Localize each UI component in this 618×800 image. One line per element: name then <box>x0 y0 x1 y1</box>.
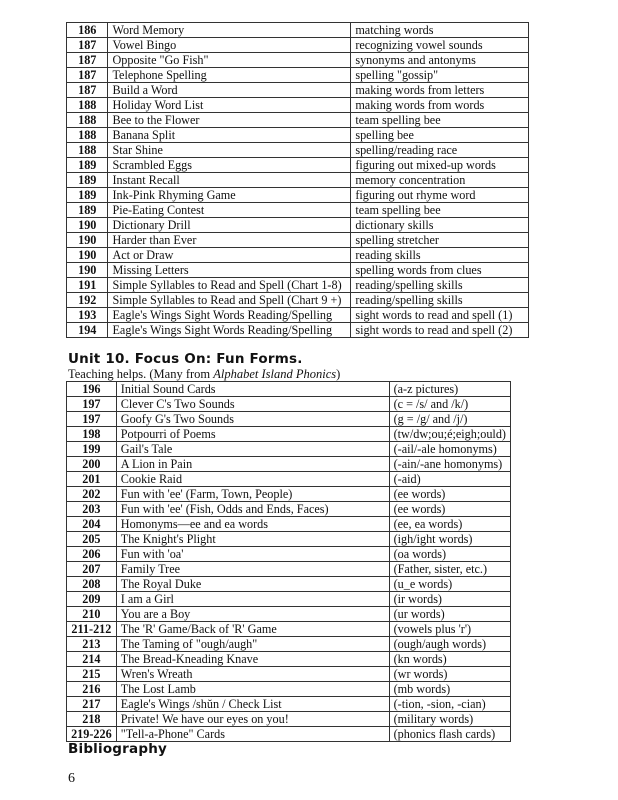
skill-cell: (vowels plus 'r') <box>389 622 510 637</box>
title-cell: Scrambled Eggs <box>108 158 351 173</box>
table-row <box>67 562 511 577</box>
skill-cell: (military words) <box>389 712 510 727</box>
title-cell: Eagle's Wings Sight Words Reading/Spelling <box>108 323 351 338</box>
page-cell: 211-212 <box>67 622 117 637</box>
table-row <box>67 532 511 547</box>
table-row <box>67 113 529 128</box>
title-cell: The Knight's Plight <box>116 532 389 547</box>
table-row <box>67 697 511 712</box>
skill-cell: (igh/ight words) <box>389 532 510 547</box>
page-cell: 186 <box>67 23 108 38</box>
title-cell: Act or Draw <box>108 248 351 263</box>
table-row <box>67 427 511 442</box>
page-cell: 204 <box>67 517 117 532</box>
table-row <box>67 53 529 68</box>
skill-cell: (-ain/-ane homonyms) <box>389 457 510 472</box>
teaching-prefix: Teaching helps. (Many from <box>68 367 214 381</box>
page-cell: 213 <box>67 637 117 652</box>
page-cell: 190 <box>67 248 108 263</box>
page-cell: 201 <box>67 472 117 487</box>
title-cell: Bee to the Flower <box>108 113 351 128</box>
title-cell: Holiday Word List <box>108 98 351 113</box>
table-row <box>67 397 511 412</box>
table-row <box>67 323 529 338</box>
title-cell: Goofy G's Two Sounds <box>116 412 389 427</box>
games-table <box>66 22 529 338</box>
title-cell: The Taming of "ough/augh" <box>116 637 389 652</box>
page-cell: 208 <box>67 577 117 592</box>
skill-cell: (ee words) <box>389 502 510 517</box>
skill-cell: (-tion, -sion, -cian) <box>389 697 510 712</box>
table-row <box>67 203 529 218</box>
page-cell: 192 <box>67 293 108 308</box>
page-cell: 207 <box>67 562 117 577</box>
skill-cell: spelling "gossip" <box>351 68 529 83</box>
title-cell: Fun with 'ee' (Fish, Odds and Ends, Faces) <box>116 502 389 517</box>
title-cell: Opposite "Go Fish" <box>108 53 351 68</box>
title-cell: Cookie Raid <box>116 472 389 487</box>
skill-cell: figuring out mixed-up words <box>351 158 529 173</box>
page-cell: 189 <box>67 203 108 218</box>
title-cell: Pie-Eating Contest <box>108 203 351 218</box>
skill-cell: reading/spelling skills <box>351 293 529 308</box>
table-row <box>67 667 511 682</box>
page-cell: 187 <box>67 68 108 83</box>
table-row <box>67 502 511 517</box>
skill-cell: synonyms and antonyms <box>351 53 529 68</box>
table-row <box>67 727 511 742</box>
title-cell: Instant Recall <box>108 173 351 188</box>
skill-cell: reading/spelling skills <box>351 278 529 293</box>
page-cell: 196 <box>67 382 117 397</box>
table-row <box>67 607 511 622</box>
table-row <box>67 248 529 263</box>
skill-cell: (ee words) <box>389 487 510 502</box>
teaching-source: Alphabet Island Phonics <box>213 367 337 381</box>
title-cell: Gail's Tale <box>116 442 389 457</box>
table-row <box>67 263 529 278</box>
skill-cell: spelling stretcher <box>351 233 529 248</box>
page-cell: 191 <box>67 278 108 293</box>
table-row <box>67 547 511 562</box>
page-cell: 190 <box>67 218 108 233</box>
title-cell: A Lion in Pain <box>116 457 389 472</box>
page-cell: 188 <box>67 143 108 158</box>
title-cell: The 'R' Game/Back of 'R' Game <box>116 622 389 637</box>
title-cell: Harder than Ever <box>108 233 351 248</box>
page-cell: 215 <box>67 667 117 682</box>
table-row <box>67 577 511 592</box>
page-cell: 198 <box>67 427 117 442</box>
skill-cell: (ough/augh words) <box>389 637 510 652</box>
table-row <box>67 592 511 607</box>
skill-cell: dictionary skills <box>351 218 529 233</box>
table-row <box>67 682 511 697</box>
table-row <box>67 517 511 532</box>
title-cell: "Tell-a-Phone" Cards <box>116 727 389 742</box>
skill-cell: spelling words from clues <box>351 263 529 278</box>
skill-cell: (c = /s/ and /k/) <box>389 397 510 412</box>
page-cell: 197 <box>67 412 117 427</box>
table-row <box>67 308 529 323</box>
skill-cell: spelling/reading race <box>351 143 529 158</box>
skill-cell: sight words to read and spell (1) <box>351 308 529 323</box>
skill-cell: (ir words) <box>389 592 510 607</box>
skill-cell: reading skills <box>351 248 529 263</box>
title-cell: Initial Sound Cards <box>116 382 389 397</box>
table-row <box>67 412 511 427</box>
page-cell: 187 <box>67 83 108 98</box>
skill-cell: (u_e words) <box>389 577 510 592</box>
title-cell: Ink-Pink Rhyming Game <box>108 188 351 203</box>
page-cell: 200 <box>67 457 117 472</box>
teaching-suffix: ) <box>336 367 341 381</box>
table-row <box>67 143 529 158</box>
page-cell: 188 <box>67 98 108 113</box>
skill-cell: team spelling bee <box>351 203 529 218</box>
table-row <box>67 98 529 113</box>
table-row <box>67 293 529 308</box>
title-cell: You are a Boy <box>116 607 389 622</box>
title-cell: I am a Girl <box>116 592 389 607</box>
teaching-helps-table <box>66 381 511 742</box>
skill-cell: recognizing vowel sounds <box>351 38 529 53</box>
title-cell: Simple Syllables to Read and Spell (Chart 1-8) <box>108 278 351 293</box>
table-row <box>67 38 529 53</box>
page-cell: 194 <box>67 323 108 338</box>
title-cell: Dictionary Drill <box>108 218 351 233</box>
page-cell: 187 <box>67 53 108 68</box>
skill-cell: (oa words) <box>389 547 510 562</box>
skill-cell: (phonics flash cards) <box>389 727 510 742</box>
title-cell: Build a Word <box>108 83 351 98</box>
skill-cell: spelling bee <box>351 128 529 143</box>
page-cell: 197 <box>67 397 117 412</box>
table-row <box>67 218 529 233</box>
skill-cell: making words from letters <box>351 83 529 98</box>
title-cell: Banana Split <box>108 128 351 143</box>
title-cell: The Royal Duke <box>116 577 389 592</box>
title-cell: The Bread-Kneading Knave <box>116 652 389 667</box>
page-cell: 205 <box>67 532 117 547</box>
title-cell: Eagle's Wings Sight Words Reading/Spelling <box>108 308 351 323</box>
title-cell: Private! We have our eyes on you! <box>116 712 389 727</box>
table-row <box>67 457 511 472</box>
page-cell: 189 <box>67 158 108 173</box>
table-row <box>67 233 529 248</box>
page-cell: 187 <box>67 38 108 53</box>
skill-cell: (kn words) <box>389 652 510 667</box>
page-number: 6 <box>68 771 75 786</box>
title-cell: The Lost Lamb <box>116 682 389 697</box>
table-row <box>67 622 511 637</box>
table-row <box>67 637 511 652</box>
title-cell: Wren's Wreath <box>116 667 389 682</box>
table-row <box>67 652 511 667</box>
page-cell: 216 <box>67 682 117 697</box>
title-cell: Fun with 'oa' <box>116 547 389 562</box>
page-cell: 199 <box>67 442 117 457</box>
skill-cell: (-ail/-ale homonyms) <box>389 442 510 457</box>
title-cell: Potpourri of Poems <box>116 427 389 442</box>
title-cell: Telephone Spelling <box>108 68 351 83</box>
page-cell: 189 <box>67 188 108 203</box>
title-cell: Homonyms—ee and ea words <box>116 517 389 532</box>
skill-cell: figuring out rhyme word <box>351 188 529 203</box>
skill-cell: (-aid) <box>389 472 510 487</box>
page-cell: 188 <box>67 128 108 143</box>
skill-cell: team spelling bee <box>351 113 529 128</box>
skill-cell: (ee, ea words) <box>389 517 510 532</box>
title-cell: Simple Syllables to Read and Spell (Chart 9 +) <box>108 293 351 308</box>
unit-heading: Unit 10. Focus On: Fun Forms. <box>68 351 303 367</box>
page-cell: 203 <box>67 502 117 517</box>
title-cell: Missing Letters <box>108 263 351 278</box>
table-row <box>67 278 529 293</box>
page-cell: 193 <box>67 308 108 323</box>
title-cell: Vowel Bingo <box>108 38 351 53</box>
skill-cell: (a-z pictures) <box>389 382 510 397</box>
page-cell: 218 <box>67 712 117 727</box>
table-row <box>67 472 511 487</box>
skill-cell: sight words to read and spell (2) <box>351 323 529 338</box>
page-cell: 210 <box>67 607 117 622</box>
title-cell: Fun with 'ee' (Farm, Town, People) <box>116 487 389 502</box>
title-cell: Eagle's Wings /shŭn / Check List <box>116 697 389 712</box>
skill-cell: (tw/dw;ou;é;eigh;ould) <box>389 427 510 442</box>
table-row <box>67 487 511 502</box>
teaching-helps-note <box>68 367 340 382</box>
page-cell: 219-226 <box>67 727 117 742</box>
table-row <box>67 128 529 143</box>
page-cell: 188 <box>67 113 108 128</box>
page-cell: 209 <box>67 592 117 607</box>
skill-cell: (Father, sister, etc.) <box>389 562 510 577</box>
page-cell: 190 <box>67 263 108 278</box>
table-row <box>67 382 511 397</box>
title-cell: Star Shine <box>108 143 351 158</box>
skill-cell: (g = /g/ and /j/) <box>389 412 510 427</box>
page-cell: 217 <box>67 697 117 712</box>
table-row <box>67 442 511 457</box>
title-cell: Family Tree <box>116 562 389 577</box>
table-row <box>67 83 529 98</box>
skill-cell: (ur words) <box>389 607 510 622</box>
table-row <box>67 68 529 83</box>
title-cell: Clever C's Two Sounds <box>116 397 389 412</box>
page-cell: 189 <box>67 173 108 188</box>
skill-cell: memory concentration <box>351 173 529 188</box>
page-cell: 190 <box>67 233 108 248</box>
table-row <box>67 188 529 203</box>
title-cell: Word Memory <box>108 23 351 38</box>
skill-cell: matching words <box>351 23 529 38</box>
table-row <box>67 158 529 173</box>
table-row <box>67 712 511 727</box>
skill-cell: (wr words) <box>389 667 510 682</box>
skill-cell: making words from words <box>351 98 529 113</box>
bibliography-heading: Bibliography <box>68 741 168 757</box>
page-cell: 206 <box>67 547 117 562</box>
table-row <box>67 173 529 188</box>
page-cell: 214 <box>67 652 117 667</box>
skill-cell: (mb words) <box>389 682 510 697</box>
table-row <box>67 23 529 38</box>
page-cell: 202 <box>67 487 117 502</box>
